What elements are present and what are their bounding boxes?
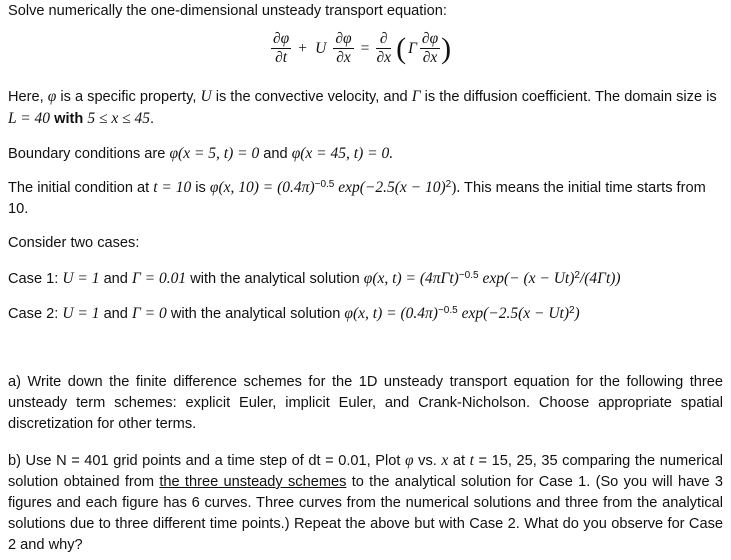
boundary-conditions: Boundary conditions are φ(x = 5, t) = 0 and φ(x = 45, t) = 0. [8,145,394,162]
question-b: b) Use N = 401 grid points and a time step of dt = 0.01, Plot φ vs. x at t = 15, 25, 35 comparing the numerical solution obtained from the three unsteady schemes to the analytical solution for Case 1. (So you will have 3 figures and each figure has 6 curves. Three curves from the numerical solutions and three from the analytical solutions due to three different time points.) Repeat the above but with Case 2. What do you observe for Case 2 and why? [8,452,724,553]
case-2: Case 2: U = 1 and Γ = 0 with the analytical solution φ(x, $t) = (0.4\pi)^{-0.5}$ $\exp(-2.5(x - Ut)^2)$ [8,305,580,322]
left-paren: ( [396,32,407,65]
definitions-paragraph: Here, φ is a specific property, U is the convective velocity, and Γ is the diffusion coefficient. The domain size is L = 40 with 5 ≤ x ≤ 45. [8,88,717,127]
term-time-derivative: $\frac{\partial\varphi}{\partial t}$ [273,30,290,66]
equals-sign: = [360,40,370,57]
velocity-symbol: U [315,40,327,57]
gamma-symbol: Γ [408,40,417,57]
term-convection: $\frac{\partial\varphi}{\partial x}$ [335,30,352,66]
case-1: Case 1: U = 1 and Γ = 0.01 with the analytical solution φ(x, $t) = (4\pi\Gamma t)^{-0.5}$ $\exp(- (x - Ut)^2/(4\Gamma t))$ [8,270,621,287]
term-inner-derivative: $\frac{\partial\varphi}{\partial x}$ [421,30,439,66]
consider-cases: Consider two cases: [8,235,140,251]
question-a: a) Write down the finite difference schemes for the 1D unsteady transport equation for the following three unsteady term schemes: explicit Euler, implicit Euler, and Crank-Nicholson. Choose appropriate spatial discretization for other terms. [8,374,723,432]
intro-title: Solve numerically the one-dimensional unsteady transport equation: [8,3,447,19]
initial-condition: The initial condition at t = 10 is φ(x, $10) = (0.4\pi)^{-0.5}$ $\exp(-2.5(x - 10)^2)$. This means the initial time starts from 10. [8,179,706,217]
transport-equation [270,30,490,78]
term-outer-derivative: $\frac{\partial}{\partial x}$ [376,30,392,66]
right-paren: ) [441,32,452,65]
plus-sign: + [298,40,308,57]
